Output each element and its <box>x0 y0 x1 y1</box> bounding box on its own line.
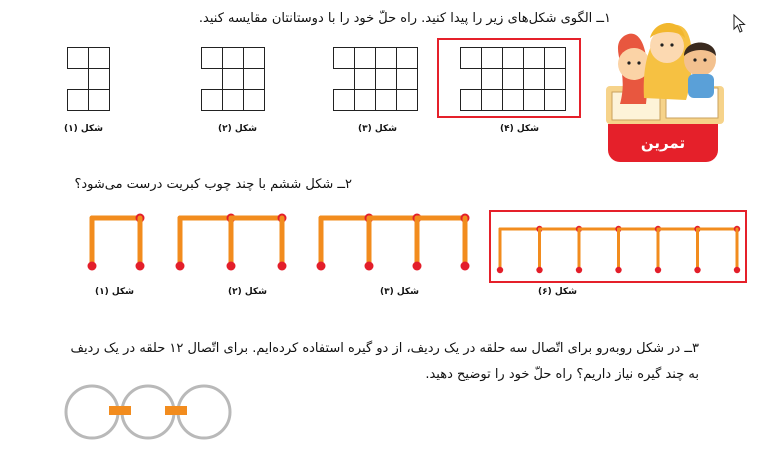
q2-figure-6-highlight <box>489 210 747 283</box>
q1-caption-2: شکل (۲) <box>218 124 257 134</box>
match-head <box>317 262 326 271</box>
match-head <box>136 262 145 271</box>
match-head <box>278 262 287 271</box>
match-head <box>461 262 470 271</box>
clip-2 <box>165 406 187 415</box>
exercise-badge: تمرین <box>608 124 718 162</box>
clip-1 <box>109 406 131 415</box>
q2-caption-3: شکل (۳) <box>380 287 419 297</box>
match-head <box>88 262 97 271</box>
q1-caption-3: شکل (۳) <box>358 124 397 134</box>
q1-caption-4: شکل (۴) <box>500 124 539 134</box>
q1-caption-1: شکل (۱) <box>64 124 103 134</box>
q1-text: ۱ــ الگوی شکل‌های زیر را پیدا کنید. راه حلّ خود را با دوستانتان مقایسه کنید. <box>198 11 611 26</box>
q2-caption-6: شکل (۶) <box>538 287 577 297</box>
q2-caption-1: شکل (۱) <box>95 287 134 297</box>
match-head <box>176 262 185 271</box>
q3-rings-figure <box>64 384 234 440</box>
match-head <box>227 262 236 271</box>
q3-text-line-2: به چند گیره نیاز داریم؟ راه حلّ خود را توضیح دهید. <box>425 367 699 382</box>
match-head <box>413 262 422 271</box>
q2-caption-2: شکل (۲) <box>228 287 267 297</box>
q2-text: ۲ــ شکل ششم با چند چوب کبریت درست می‌شود؟ <box>74 177 352 192</box>
q3-text-line-1: ۳ــ در شکل روبه‌رو برای اتّصال سه حلقه در یک ردیف، از دو گیره استفاده کرده‌ایم. برای اتّصال ۱۲ حلقه در یک ردیف <box>70 341 699 356</box>
match-head <box>365 262 374 271</box>
